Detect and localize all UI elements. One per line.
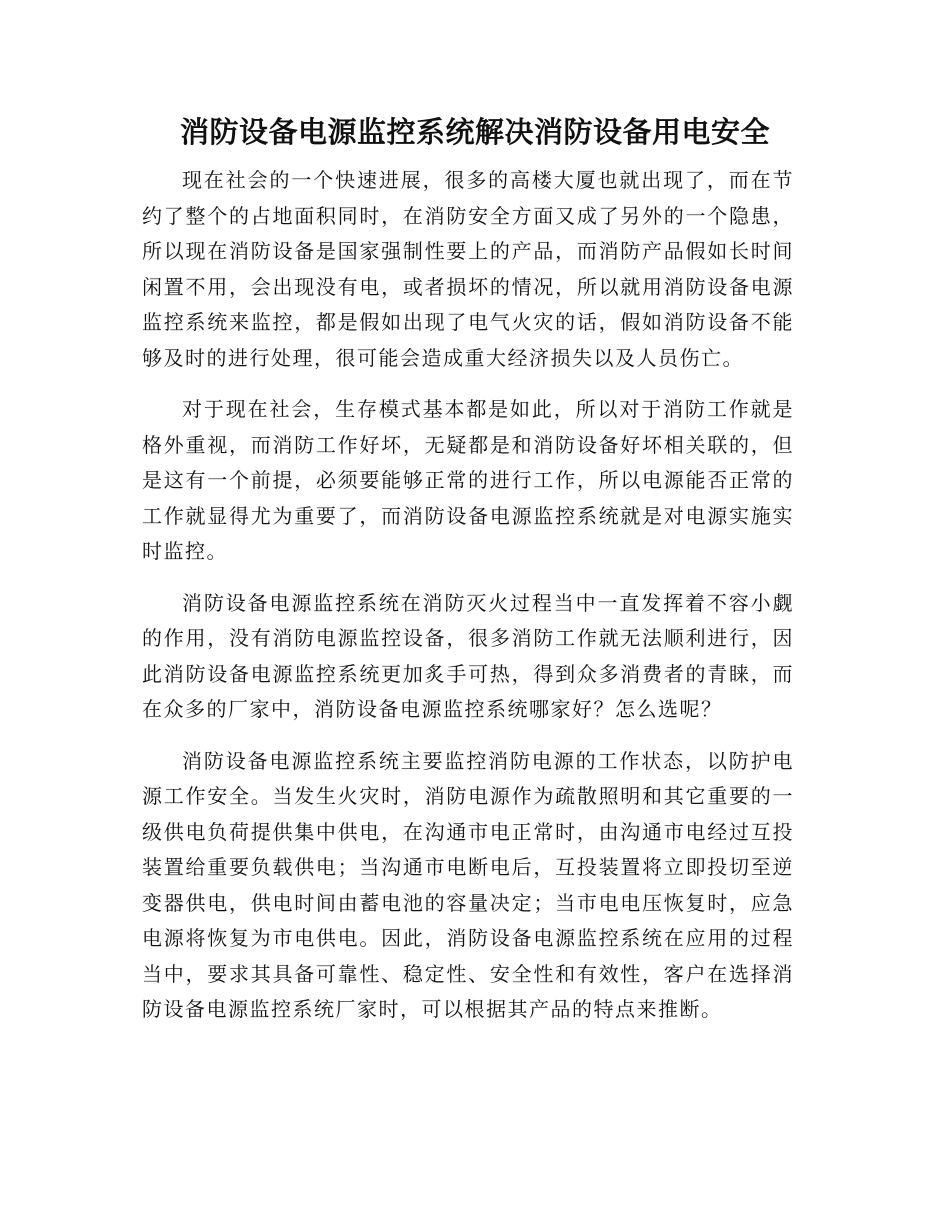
paragraph-1: 现在社会的一个快速进展，很多的高楼大厦也就出现了，而在节约了整个的占地面积同时，在消防安全方面又成了另外的一个隐患，所以现在消防设备是国家强制性要上的产品，而消防产品假如长时间闲置不用，会出现没有电，或者损坏的情况，所以就用消防设备电源监控系统来监控，都是假如出现了电气火灾的话，假如消防设备不能够及时的进行处理，很可能会造成重大经济损失以及人员伤亡。 <box>142 168 794 370</box>
paragraph-4: 消防设备电源监控系统主要监控消防电源的工作状态，以防护电源工作安全。当发生火灾时，消防电源作为疏散照明和其它重要的一级供电负荷提供集中供电，在沟通市电正常时，由沟通市电经过互投装置给重要负载供电；当沟通市电断电后，互投装置将立即投切至逆变器供电，供电时间由蓄电池的容量决定；当市电电压恢复时，应急电源将恢复为市电供电。因此，消防设备电源监控系统在应用的过程当中，要求其具备可靠性、稳定性、安全性和有效性，客户在选择消防设备电源监控系统厂家时，可以根据其产品的特点来推断。 <box>142 748 794 1021</box>
paragraph-3: 消防设备电源监控系统在消防灭火过程当中一直发挥着不容小觑的作用，没有消防电源监控设备，很多消防工作就无法顺利进行，因此消防设备电源监控系统更加炙手可热，得到众多消费者的青睐，而在众多的厂家中，消防设备电源监控系统哪家好？怎么选呢？ <box>142 590 794 721</box>
document-body <box>142 163 794 1044</box>
document-title: 消防设备电源监控系统解决消防设备用电安全 <box>179 115 770 149</box>
paragraph-2: 对于现在社会，生存模式基本都是如此，所以对于消防工作就是格外重视，而消防工作好坏，无疑都是和消防设备好坏相关联的，但是这有一个前提，必须要能够正常的进行工作，所以电源能否正常的工作就显得尤为重要了，而消防设备电源监控系统就是对电源实施实时监控。 <box>142 397 794 563</box>
